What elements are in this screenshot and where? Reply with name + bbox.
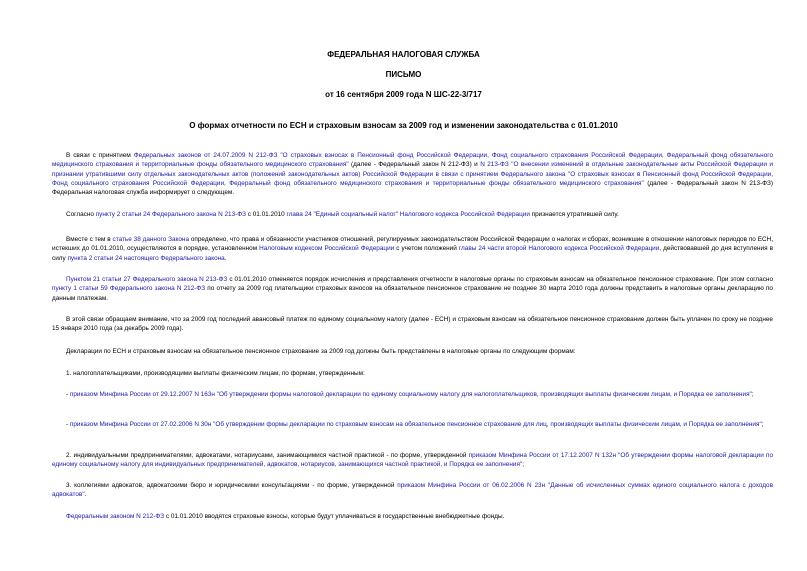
document-link[interactable]: приказом Минфина России от 29.12.2007 N 163н "Об утверждении формы налоговой декларации по единому социальному налогу для налогоплательщиков, производящих выплаты физическим лицам, и Порядка ее заполнения" bbox=[69, 391, 752, 398]
document-link[interactable]: главы 24 части второй Налогового кодекса Российской Федерации bbox=[458, 245, 660, 253]
paragraph-advance-payment bbox=[52, 315, 773, 334]
document-link[interactable]: приказом Минфина России от 06.02.2006 N 23н "Данные об исчисленных суммах единого социального налога с доходов адвокатов" bbox=[52, 482, 773, 499]
paragraph-text: . bbox=[224, 254, 227, 262]
paragraph-text: . bbox=[84, 491, 87, 499]
paragraph-text: 1. налогоплательщиками, производящими выплаты физическим лицам, по формам, утвержденным: bbox=[66, 370, 365, 377]
document-title: О формах отчетности по ЕСН и страховым взносам за 2009 год и изменении законодательства с 01.01.2010 bbox=[189, 121, 618, 130]
document-link[interactable]: Налоговым кодексом Российской Федерации bbox=[259, 245, 395, 253]
paragraph-text: с 01.01.2010 вводятся страховые взносы, которые будут уплачиваться в государственные внебюджетные фонды. bbox=[164, 513, 505, 520]
document-link[interactable]: глава 24 "Единый социальный налог" Налогового кодекса Российской Федерации bbox=[286, 211, 530, 218]
paragraph-declaration-forms bbox=[52, 347, 773, 356]
paragraph-text: - bbox=[66, 421, 70, 428]
paragraph-text: ; bbox=[761, 421, 764, 428]
paragraph-ch24-repeal bbox=[52, 210, 773, 219]
list-item-order-163n bbox=[52, 390, 773, 399]
document-link[interactable]: пункту 2 статьи 24 Федерального закона N 213-ФЗ bbox=[95, 211, 246, 218]
list-item-2 bbox=[52, 451, 773, 470]
document-link[interactable]: пункту 1 статьи 59 Федерального закона N 212-ФЗ bbox=[52, 285, 206, 293]
document-date-number: от 16 сентября 2009 года N ШС-22-3/717 bbox=[325, 90, 482, 99]
document-link[interactable]: Федеральных законов от 24.07.2009 N 212-ФЗ "О страховых взносах в Пенсионный фонд Российской Федерации, Фонд социального страхования Российской Федерации, Федеральный фонд обязательного медицинского страхования и территориальные фонды обязательного медицинского страхования" bbox=[52, 152, 774, 169]
document-type: ПИСЬМО bbox=[385, 70, 422, 79]
document-link[interactable]: приказом Минфина России от 27.02.2006 N 30н "Об утверждении формы декларации по страховым взносам на обязательное пенсионное страхование для лиц, производящих выплаты физическим лицам, и Порядка ее заполнения" bbox=[69, 421, 762, 428]
paragraph-text: с 01.01.2010 bbox=[246, 211, 287, 218]
paragraph-text: ; bbox=[751, 391, 754, 398]
paragraph-text: Вместе с тем в bbox=[66, 236, 113, 243]
paragraph-text: - bbox=[66, 391, 70, 398]
paragraph-text: В этой связи обращаем внимание, что за 2009 год последний авансовый платеж по единому социальному налогу (далее - ЕСН) и страховым взносам на обязательное пенсионное страхование должен быть уплачен по сроку не позднее 15 января 2010 года (за декабрь 2009 года). bbox=[52, 316, 773, 333]
paragraph-text: (далее - Федеральный закон N 212-ФЗ) и bbox=[348, 161, 481, 169]
paragraph-text: , действовавшей до дня вступления в силу bbox=[52, 245, 773, 262]
paragraph-intro bbox=[52, 151, 773, 197]
document-link[interactable]: статье 38 данного Закона bbox=[112, 236, 190, 243]
paragraph-text: В связи с принятием bbox=[66, 152, 134, 159]
document-link[interactable]: Пунктом 21 статьи 27 Федерального закона N 213-ФЗ bbox=[66, 276, 228, 283]
paragraph-text: Согласно bbox=[66, 211, 96, 218]
paragraph-text: (далее - Федеральный закон N 213-ФЗ) Федеральная налоговая служба информирует о следующем. bbox=[52, 179, 774, 197]
paragraph-text: определено, что права и обязанности участников отношений, регулируемых законодательством Российской Федерации о налогах и сборах, возникшие в отношении налоговых периодов по ЕСН, истекших до 01.01.2010, осуществляются в порядке, установленном bbox=[52, 236, 773, 253]
paragraph-text: 3. коллегиями адвокатов, адвокатскими бюро и юридическими консультациями - по форме, утвержденной bbox=[66, 482, 398, 489]
document-link[interactable]: N 213-ФЗ "О внесении изменений в отдельные законодательные акты Российской Федерации и признании утратившими силу отдельных законодательных актов (положений законодательных актов) Российской Федерации в связи с принятием Федерального закона "О страховых взносах в Пенсионный фонд Российской Федерации, Фонд социального страхования Российской Федерации, Федеральный фонд обязательного медицинского страхования и территориальные фонды обязательного медицинского страхования" bbox=[52, 161, 773, 187]
paragraph-insurance-contributions bbox=[52, 512, 773, 521]
paragraph-text: Декларации по ЕСН и страховым взносам на обязательное пенсионное страхование за 2009 год должны быть представлены в налоговые органы по следующим формам: bbox=[66, 348, 576, 355]
document-link[interactable]: пункта 2 статьи 24 настоящего Федерального закона bbox=[67, 254, 225, 262]
paragraph-text: по отчету за 2009 год плательщики страховых взносов на обязательное пенсионное страхование не позднее 30 марта 2010 года должны представить в налоговые органы декларацию по данным платежам. bbox=[52, 285, 773, 302]
list-item-1 bbox=[52, 369, 773, 378]
org-name: ФЕДЕРАЛЬНАЯ НАЛОГОВАЯ СЛУЖБА bbox=[327, 50, 480, 59]
paragraph-text: с 01.01.2010 отменяется порядок исчисления и представления отчетности в налоговые органы по страховым взносам на обязательное пенсионное страхование. При этом согласно bbox=[227, 276, 773, 283]
paragraph-transition bbox=[52, 235, 773, 263]
paragraph-reporting-change bbox=[52, 275, 773, 303]
list-item-order-30n bbox=[52, 420, 773, 429]
paragraph-text: 2. индивидуальными предпринимателями, адвокатами, нотариусами, занимающимися частной практикой - по форме, утвержденной bbox=[66, 452, 469, 459]
paragraph-text: признается утратившей силу. bbox=[529, 211, 619, 218]
document-link[interactable]: приказом Минфина России от 17.12.2007 N 132н "Об утверждении формы налоговой декларации по единому социальному налогу для индивидуальных предпринимателей, адвокатов, нотариусов, занимающихся частной практикой, и Порядка ее заполнения" bbox=[52, 452, 773, 469]
document-link[interactable]: Федеральным законом N 212-ФЗ bbox=[66, 513, 165, 520]
list-item-3 bbox=[52, 481, 773, 500]
paragraph-text: с учетом положений bbox=[394, 245, 459, 253]
paragraph-text: ; bbox=[522, 461, 524, 469]
